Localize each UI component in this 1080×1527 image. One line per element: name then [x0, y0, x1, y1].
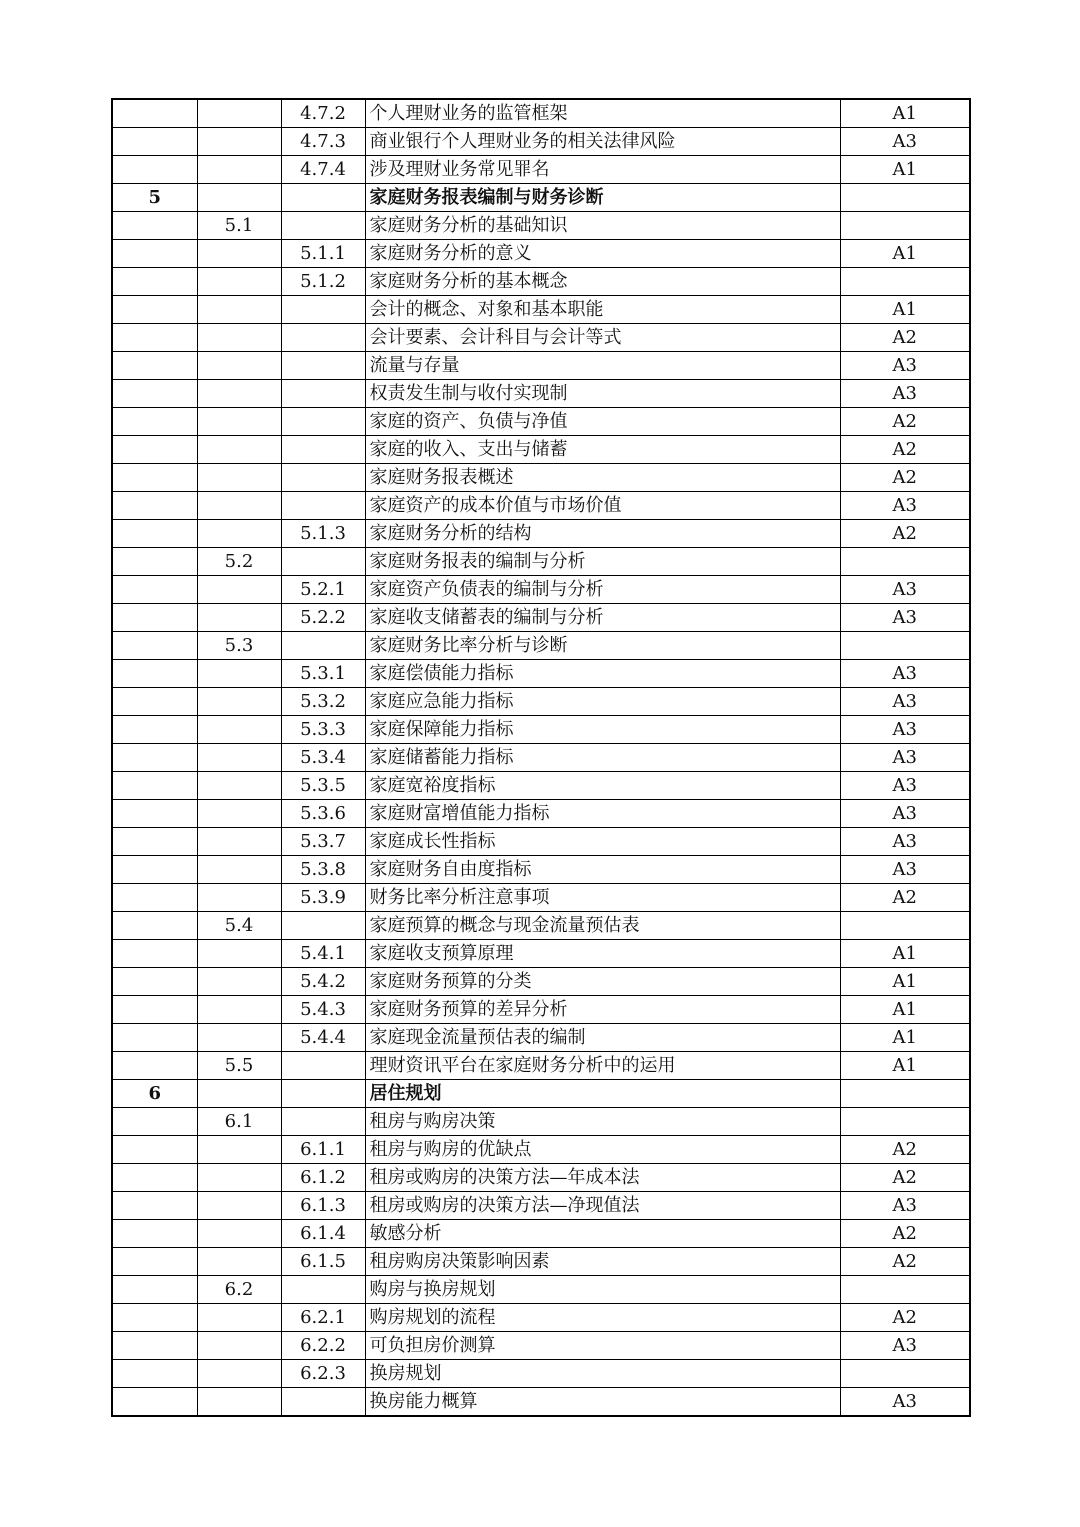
table-row	[112, 968, 970, 996]
table-row	[112, 660, 970, 688]
section-number-cell	[197, 324, 281, 352]
section-number-cell: 5.2	[197, 548, 281, 576]
chapter-number-cell	[112, 268, 197, 296]
section-number-cell	[197, 660, 281, 688]
subsection-number-cell	[281, 492, 365, 520]
section-number-cell	[197, 604, 281, 632]
subsection-number-cell: 5.4.3	[281, 996, 365, 1024]
chapter-number-cell	[112, 744, 197, 772]
topic-title-cell: 理财资讯平台在家庭财务分析中的运用	[365, 1052, 840, 1080]
topic-title-cell: 居住规划	[365, 1080, 840, 1108]
section-number-cell	[197, 1164, 281, 1192]
topic-title-cell: 家庭保障能力指标	[365, 716, 840, 744]
table-row	[112, 1304, 970, 1332]
chapter-number-cell	[112, 884, 197, 912]
topic-title-cell: 可负担房价测算	[365, 1332, 840, 1360]
chapter-number-cell	[112, 688, 197, 716]
topic-title-cell: 家庭财务预算的分类	[365, 968, 840, 996]
requirement-level-cell: A3	[840, 1332, 970, 1360]
table-row	[112, 716, 970, 744]
topic-title-cell: 财务比率分析注意事项	[365, 884, 840, 912]
subsection-number-cell: 6.2.1	[281, 1304, 365, 1332]
subsection-number-cell: 5.3.3	[281, 716, 365, 744]
chapter-number-cell	[112, 212, 197, 240]
requirement-level-cell: A3	[840, 744, 970, 772]
section-number-cell	[197, 380, 281, 408]
topic-title-cell: 家庭收支预算原理	[365, 940, 840, 968]
requirement-level-cell: A2	[840, 1248, 970, 1276]
topic-title-cell: 家庭财务比率分析与诊断	[365, 632, 840, 660]
chapter-number-cell	[112, 408, 197, 436]
chapter-number-cell	[112, 1164, 197, 1192]
table-row	[112, 884, 970, 912]
section-number-cell	[197, 576, 281, 604]
topic-title-cell: 商业银行个人理财业务的相关法律风险	[365, 128, 840, 156]
chapter-number-cell	[112, 352, 197, 380]
requirement-level-cell: A1	[840, 1024, 970, 1052]
table-row	[112, 156, 970, 184]
syllabus-table	[111, 98, 971, 1417]
subsection-number-cell: 6.2.3	[281, 1360, 365, 1388]
topic-title-cell: 家庭宽裕度指标	[365, 772, 840, 800]
topic-title-cell: 家庭财务自由度指标	[365, 856, 840, 884]
subsection-number-cell: 4.7.3	[281, 128, 365, 156]
section-number-cell: 5.3	[197, 632, 281, 660]
chapter-number-cell	[112, 436, 197, 464]
section-number-cell	[197, 464, 281, 492]
section-number-cell	[197, 744, 281, 772]
topic-title-cell: 租房与购房决策	[365, 1108, 840, 1136]
chapter-number-cell	[112, 856, 197, 884]
section-number-cell	[197, 436, 281, 464]
table-row	[112, 408, 970, 436]
requirement-level-cell: A1	[840, 940, 970, 968]
section-number-cell: 5.5	[197, 1052, 281, 1080]
table-row	[112, 1024, 970, 1052]
chapter-number-cell	[112, 324, 197, 352]
requirement-level-cell: A3	[840, 660, 970, 688]
table-row	[112, 800, 970, 828]
topic-title-cell: 家庭储蓄能力指标	[365, 744, 840, 772]
table-row	[112, 1388, 970, 1417]
requirement-level-cell: A3	[840, 128, 970, 156]
section-number-cell	[197, 1248, 281, 1276]
requirement-level-cell: A3	[840, 688, 970, 716]
chapter-number-cell	[112, 1052, 197, 1080]
subsection-number-cell: 5.1.1	[281, 240, 365, 268]
subsection-number-cell: 6.1.1	[281, 1136, 365, 1164]
topic-title-cell: 家庭偿债能力指标	[365, 660, 840, 688]
requirement-level-cell: A2	[840, 1220, 970, 1248]
topic-title-cell: 涉及理财业务常见罪名	[365, 156, 840, 184]
subsection-number-cell	[281, 632, 365, 660]
section-number-cell	[197, 1024, 281, 1052]
subsection-number-cell: 5.3.9	[281, 884, 365, 912]
table-row	[112, 128, 970, 156]
requirement-level-cell: A2	[840, 884, 970, 912]
chapter-number-cell	[112, 828, 197, 856]
topic-title-cell: 购房与换房规划	[365, 1276, 840, 1304]
chapter-number-cell	[112, 1276, 197, 1304]
requirement-level-cell: A2	[840, 1304, 970, 1332]
topic-title-cell: 租房或购房的决策方法—年成本法	[365, 1164, 840, 1192]
subsection-number-cell: 5.3.8	[281, 856, 365, 884]
subsection-number-cell: 5.2.2	[281, 604, 365, 632]
section-number-cell	[197, 688, 281, 716]
requirement-level-cell	[840, 184, 970, 212]
section-number-cell	[197, 996, 281, 1024]
table-row	[112, 940, 970, 968]
topic-title-cell: 家庭财务分析的结构	[365, 520, 840, 548]
table-row	[112, 240, 970, 268]
topic-title-cell: 个人理财业务的监管框架	[365, 99, 840, 128]
table-row	[112, 604, 970, 632]
table-row	[112, 744, 970, 772]
section-number-cell	[197, 184, 281, 212]
chapter-number-cell	[112, 604, 197, 632]
topic-title-cell: 换房规划	[365, 1360, 840, 1388]
chapter-number-cell	[112, 1136, 197, 1164]
requirement-level-cell	[840, 1276, 970, 1304]
table-row	[112, 688, 970, 716]
chapter-number-cell	[112, 940, 197, 968]
requirement-level-cell: A3	[840, 1192, 970, 1220]
requirement-level-cell: A1	[840, 156, 970, 184]
requirement-level-cell	[840, 632, 970, 660]
chapter-number-cell	[112, 548, 197, 576]
chapter-number-cell	[112, 800, 197, 828]
section-number-cell	[197, 884, 281, 912]
chapter-row	[112, 1080, 970, 1108]
subsection-number-cell: 5.3.6	[281, 800, 365, 828]
chapter-number-cell	[112, 464, 197, 492]
section-number-cell	[197, 1080, 281, 1108]
topic-title-cell: 家庭应急能力指标	[365, 688, 840, 716]
chapter-number-cell	[112, 716, 197, 744]
topic-title-cell: 家庭预算的概念与现金流量预估表	[365, 912, 840, 940]
section-number-cell	[197, 492, 281, 520]
requirement-level-cell: A2	[840, 464, 970, 492]
table-row	[112, 99, 970, 128]
subsection-number-cell	[281, 912, 365, 940]
table-row	[112, 352, 970, 380]
requirement-level-cell	[840, 212, 970, 240]
topic-title-cell: 租房购房决策影响因素	[365, 1248, 840, 1276]
topic-title-cell: 会计的概念、对象和基本职能	[365, 296, 840, 324]
subsection-number-cell	[281, 408, 365, 436]
section-number-cell	[197, 856, 281, 884]
chapter-number-cell: 5	[112, 184, 197, 212]
requirement-level-cell: A3	[840, 800, 970, 828]
chapter-number-cell	[112, 520, 197, 548]
subsection-number-cell: 5.4.2	[281, 968, 365, 996]
table-row	[112, 548, 970, 576]
requirement-level-cell: A3	[840, 828, 970, 856]
table-row	[112, 1220, 970, 1248]
requirement-level-cell: A3	[840, 380, 970, 408]
section-number-cell: 6.2	[197, 1276, 281, 1304]
topic-title-cell: 家庭的资产、负债与净值	[365, 408, 840, 436]
chapter-number-cell	[112, 996, 197, 1024]
requirement-level-cell: A3	[840, 352, 970, 380]
requirement-level-cell: A3	[840, 1388, 970, 1417]
requirement-level-cell	[840, 1080, 970, 1108]
table-row	[112, 1136, 970, 1164]
section-number-cell: 5.1	[197, 212, 281, 240]
table-row	[112, 268, 970, 296]
table-row	[112, 1248, 970, 1276]
section-number-cell	[197, 940, 281, 968]
subsection-number-cell	[281, 464, 365, 492]
topic-title-cell: 家庭财富增值能力指标	[365, 800, 840, 828]
topic-title-cell: 敏感分析	[365, 1220, 840, 1248]
chapter-number-cell	[112, 99, 197, 128]
topic-title-cell: 家庭财务分析的基础知识	[365, 212, 840, 240]
subsection-number-cell: 5.1.2	[281, 268, 365, 296]
subsection-number-cell: 5.3.5	[281, 772, 365, 800]
requirement-level-cell	[840, 1108, 970, 1136]
chapter-number-cell	[112, 1360, 197, 1388]
table-row	[112, 212, 970, 240]
requirement-level-cell: A3	[840, 492, 970, 520]
chapter-number-cell	[112, 1248, 197, 1276]
topic-title-cell: 家庭财务报表编制与财务诊断	[365, 184, 840, 212]
subsection-number-cell: 5.1.3	[281, 520, 365, 548]
topic-title-cell: 家庭收支储蓄表的编制与分析	[365, 604, 840, 632]
requirement-level-cell: A1	[840, 240, 970, 268]
topic-title-cell: 家庭的收入、支出与储蓄	[365, 436, 840, 464]
table-row	[112, 520, 970, 548]
subsection-number-cell	[281, 1080, 365, 1108]
subsection-number-cell: 5.3.7	[281, 828, 365, 856]
requirement-level-cell	[840, 1360, 970, 1388]
topic-title-cell: 家庭财务分析的意义	[365, 240, 840, 268]
subsection-number-cell	[281, 184, 365, 212]
table-row	[112, 492, 970, 520]
section-number-cell	[197, 1136, 281, 1164]
subsection-number-cell: 5.3.2	[281, 688, 365, 716]
table-row	[112, 464, 970, 492]
requirement-level-cell: A2	[840, 1164, 970, 1192]
subsection-number-cell: 5.3.1	[281, 660, 365, 688]
chapter-number-cell	[112, 1388, 197, 1417]
section-number-cell	[197, 716, 281, 744]
table-row	[112, 1332, 970, 1360]
requirement-level-cell: A3	[840, 716, 970, 744]
section-number-cell	[197, 99, 281, 128]
subsection-number-cell: 5.4.1	[281, 940, 365, 968]
chapter-number-cell	[112, 1192, 197, 1220]
chapter-number-cell: 6	[112, 1080, 197, 1108]
topic-title-cell: 租房或购房的决策方法—净现值法	[365, 1192, 840, 1220]
section-number-cell	[197, 828, 281, 856]
chapter-number-cell	[112, 1220, 197, 1248]
subsection-number-cell	[281, 1388, 365, 1417]
subsection-number-cell	[281, 352, 365, 380]
chapter-number-cell	[112, 492, 197, 520]
requirement-level-cell: A1	[840, 996, 970, 1024]
chapter-number-cell	[112, 156, 197, 184]
requirement-level-cell: A2	[840, 1136, 970, 1164]
requirement-level-cell	[840, 548, 970, 576]
requirement-level-cell	[840, 912, 970, 940]
requirement-level-cell: A1	[840, 1052, 970, 1080]
topic-title-cell: 租房与购房的优缺点	[365, 1136, 840, 1164]
chapter-number-cell	[112, 380, 197, 408]
subsection-number-cell: 5.4.4	[281, 1024, 365, 1052]
chapter-number-cell	[112, 632, 197, 660]
table-row	[112, 856, 970, 884]
section-number-cell	[197, 968, 281, 996]
chapter-number-cell	[112, 1332, 197, 1360]
table-row	[112, 296, 970, 324]
subsection-number-cell: 6.1.4	[281, 1220, 365, 1248]
section-number-cell: 6.1	[197, 1108, 281, 1136]
requirement-level-cell: A3	[840, 772, 970, 800]
table-row	[112, 1360, 970, 1388]
table-row	[112, 772, 970, 800]
subsection-number-cell: 6.1.2	[281, 1164, 365, 1192]
subsection-number-cell	[281, 436, 365, 464]
chapter-number-cell	[112, 128, 197, 156]
subsection-number-cell	[281, 324, 365, 352]
section-number-cell	[197, 352, 281, 380]
topic-title-cell: 家庭资产的成本价值与市场价值	[365, 492, 840, 520]
topic-title-cell: 家庭成长性指标	[365, 828, 840, 856]
section-number-cell	[197, 1192, 281, 1220]
syllabus-table-body	[112, 99, 970, 1416]
chapter-number-cell	[112, 240, 197, 268]
table-row	[112, 828, 970, 856]
section-number-cell	[197, 156, 281, 184]
chapter-number-cell	[112, 912, 197, 940]
table-row	[112, 380, 970, 408]
subsection-number-cell	[281, 296, 365, 324]
table-row	[112, 912, 970, 940]
topic-title-cell: 流量与存量	[365, 352, 840, 380]
requirement-level-cell: A2	[840, 436, 970, 464]
section-number-cell	[197, 408, 281, 436]
requirement-level-cell: A3	[840, 576, 970, 604]
subsection-number-cell: 4.7.2	[281, 99, 365, 128]
chapter-number-cell	[112, 660, 197, 688]
table-row	[112, 324, 970, 352]
requirement-level-cell: A2	[840, 408, 970, 436]
requirement-level-cell	[840, 268, 970, 296]
topic-title-cell: 会计要素、会计科目与会计等式	[365, 324, 840, 352]
subsection-number-cell	[281, 212, 365, 240]
section-number-cell	[197, 520, 281, 548]
table-row	[112, 996, 970, 1024]
chapter-number-cell	[112, 296, 197, 324]
topic-title-cell: 换房能力概算	[365, 1388, 840, 1417]
requirement-level-cell: A2	[840, 520, 970, 548]
subsection-number-cell	[281, 1276, 365, 1304]
chapter-number-cell	[112, 1304, 197, 1332]
requirement-level-cell: A1	[840, 968, 970, 996]
topic-title-cell: 家庭财务预算的差异分析	[365, 996, 840, 1024]
chapter-row	[112, 184, 970, 212]
topic-title-cell: 家庭财务报表的编制与分析	[365, 548, 840, 576]
chapter-number-cell	[112, 576, 197, 604]
topic-title-cell: 家庭财务分析的基本概念	[365, 268, 840, 296]
section-number-cell	[197, 128, 281, 156]
section-number-cell	[197, 268, 281, 296]
subsection-number-cell: 5.2.1	[281, 576, 365, 604]
subsection-number-cell: 6.2.2	[281, 1332, 365, 1360]
section-number-cell	[197, 1388, 281, 1417]
table-row	[112, 1108, 970, 1136]
topic-title-cell: 购房规划的流程	[365, 1304, 840, 1332]
section-number-cell	[197, 1360, 281, 1388]
section-number-cell	[197, 1332, 281, 1360]
section-number-cell	[197, 296, 281, 324]
table-row	[112, 576, 970, 604]
requirement-level-cell: A1	[840, 296, 970, 324]
subsection-number-cell	[281, 1108, 365, 1136]
section-number-cell	[197, 240, 281, 268]
requirement-level-cell: A3	[840, 604, 970, 632]
chapter-number-cell	[112, 968, 197, 996]
subsection-number-cell	[281, 1052, 365, 1080]
table-row	[112, 632, 970, 660]
requirement-level-cell: A1	[840, 99, 970, 128]
section-number-cell	[197, 1220, 281, 1248]
chapter-number-cell	[112, 772, 197, 800]
chapter-number-cell	[112, 1024, 197, 1052]
table-row	[112, 436, 970, 464]
table-row	[112, 1192, 970, 1220]
table-row	[112, 1052, 970, 1080]
requirement-level-cell: A3	[840, 856, 970, 884]
section-number-cell	[197, 772, 281, 800]
subsection-number-cell: 5.3.4	[281, 744, 365, 772]
subsection-number-cell: 6.1.3	[281, 1192, 365, 1220]
subsection-number-cell	[281, 380, 365, 408]
subsection-number-cell: 4.7.4	[281, 156, 365, 184]
subsection-number-cell: 6.1.5	[281, 1248, 365, 1276]
topic-title-cell: 家庭现金流量预估表的编制	[365, 1024, 840, 1052]
chapter-number-cell	[112, 1108, 197, 1136]
topic-title-cell: 家庭财务报表概述	[365, 464, 840, 492]
section-number-cell: 5.4	[197, 912, 281, 940]
requirement-level-cell: A2	[840, 324, 970, 352]
topic-title-cell: 权责发生制与收付实现制	[365, 380, 840, 408]
section-number-cell	[197, 800, 281, 828]
table-row	[112, 1276, 970, 1304]
topic-title-cell: 家庭资产负债表的编制与分析	[365, 576, 840, 604]
table-row	[112, 1164, 970, 1192]
subsection-number-cell	[281, 548, 365, 576]
section-number-cell	[197, 1304, 281, 1332]
